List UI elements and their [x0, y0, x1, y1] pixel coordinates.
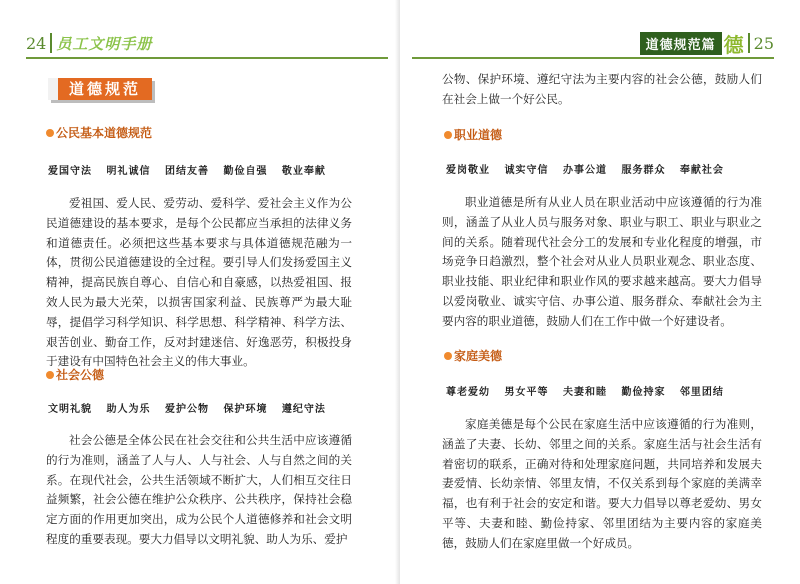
bullet-icon — [46, 371, 54, 379]
family-body: 家庭美德是每个公民在家庭生活中应该遵循的行为准则，涵盖了夫妻、长幼、邻里之间的关系。家庭生活与社会生活有着密切的联系，正确对待和处理家庭问题，共同培养和发展夫妻爱情、长幼亲情、邻里友情，不仅关系到每个家庭的美满幸福，也有利于社会的安定和谐。要大力倡导以尊老爱幼、男女平等、夫妻和睦、勤俭持家、邻里团结为主要内容的家庭美德，鼓励人们在家庭里做一个好成员。 — [442, 417, 762, 550]
header-divider — [50, 33, 52, 53]
family-heading — [444, 347, 502, 364]
continued-text: 公物、保护环境、遵纪守法为主要内容的社会公德，鼓励人们在社会上做一个好公民。 — [442, 72, 762, 106]
civic-heading-text: 公民基本道德规范 — [56, 126, 153, 140]
civic-heading — [46, 124, 152, 141]
bullet-icon — [444, 352, 452, 360]
left-page-header — [26, 30, 152, 56]
professional-heading-text: 职业道德 — [454, 128, 503, 142]
family-keywords: 尊老爱幼 男女平等 夫妻和睦 勤俭持家 邻里团结 — [446, 387, 724, 398]
social-keywords: 文明礼貌 助人为乐 爱护公物 保护环境 遵纪守法 — [48, 404, 326, 415]
right-page — [400, 0, 800, 584]
chapter-character: 德 — [723, 32, 744, 57]
social-heading-text: 社会公德 — [56, 368, 105, 382]
family-heading-text: 家庭美德 — [454, 349, 503, 363]
professional-heading — [444, 126, 502, 143]
civic-body: 爱祖国、爱人民、爱劳动、爱科学、爱社会主义作为公民道德建设的基本要求，是每个公民都应当承担的法律义务和道德责任。必须把这些基本要求与具体道德规范融为一体，贯彻公民道德建设的全过程。要引导人们发扬爱国主义精神，提高民族自尊心、自信心和自豪感，以热爱祖国、报效人民为最大光荣，以损害国家利益、民族尊严为最大耻辱，提倡学习科学知识、科学思想、科学精神、科学方法、艰苦创业、勤奋工作，反对封建迷信、好逸恶劳，积极投身于建设有中国特色社会主义的伟大事业。 — [46, 196, 352, 369]
right-page-header — [640, 30, 774, 56]
left-page-number: 24 — [26, 33, 47, 53]
header-rule — [412, 57, 774, 59]
civic-keywords: 爱国守法 明礼诚信 团结友善 勤俭自强 敬业奉献 — [48, 166, 326, 177]
book-title: 员工文明手册 — [56, 34, 153, 53]
social-body: 社会公德是全体公民在社会交往和公共生活中应该遵循的行为准则，涵盖了人与人、人与社会、人与自然之间的关系。在现代社会，公共生活领域不断扩大，人们相互交往日益频繁，社会公德在维护公众秩序、公共秩序，保持社会稳定方面的作用更加突出，成为公民个人道德修养和社会文明程度的重要表现。要大力倡导以文明礼貌、助人为乐、爱护 — [46, 433, 352, 546]
header-rule — [26, 57, 388, 59]
social-heading — [46, 366, 104, 383]
bullet-icon — [46, 129, 54, 137]
professional-keywords: 爱岗敬业 诚实守信 办事公道 服务群众 奉献社会 — [446, 165, 724, 176]
professional-body: 职业道德是所有从业人员在职业活动中应该遵循的行为准则，涵盖了从业人员与服务对象、职业与职工、职业与职业之间的关系。随着现代社会分工的发展和专业化程度的增强，市场竞争日趋激烈，整个社会对从业人员职业观念、职业态度、职业技能、职业纪律和职业作风的要求越来越高。要大力倡导以爱岗敬业、诚实守信、办事公道、服务群众、奉献社会为主要内容的职业道德，鼓励人们在工作中做一个好建设者。 — [442, 195, 762, 328]
section-banner — [48, 78, 152, 100]
header-divider — [748, 33, 750, 53]
section-banner-title: 道德规范 — [68, 80, 141, 98]
chapter-label: 道德规范篇 — [640, 32, 722, 55]
bullet-icon — [444, 131, 452, 139]
right-page-number: 25 — [753, 33, 774, 53]
